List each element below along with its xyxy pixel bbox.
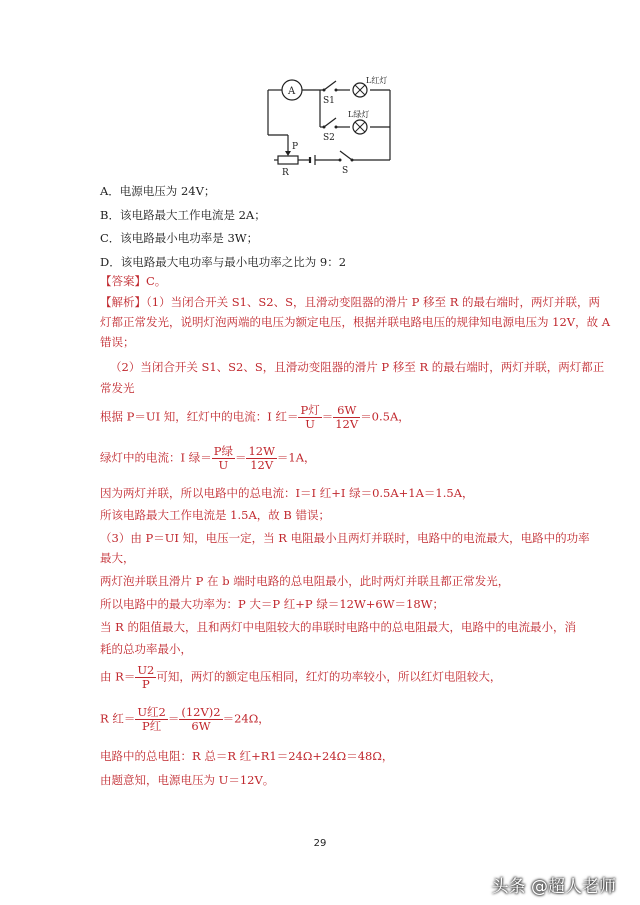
answer: 【答案】C。 bbox=[100, 274, 167, 288]
option-b: B．该电路最大工作电流是 2A； bbox=[100, 208, 266, 222]
analysis-p1-line2: 灯都正常发光，说明灯泡两端的电压为额定电压，根据并联电路电压的规律知电源电压为 12V，故 A bbox=[100, 315, 611, 329]
analysis-p3-line1: （3）由 P＝UI 知，电压一定，当 R 电阻最小且两灯并联时，电路中的电流最大，电路中的功率 bbox=[100, 531, 590, 545]
fraction: $\frac{(12V)2}{6W}$ bbox=[181, 705, 221, 733]
watermark: 头条 @超人老师 bbox=[491, 877, 616, 897]
slider-p-label: P bbox=[292, 142, 299, 152]
red-resistance-formula: R 红＝ $\frac{\text{U红2}}{\text{P红}}$ ＝ $\frac{(12V)2}{6W}$ ＝24Ω， bbox=[100, 705, 270, 733]
page-number: 29 bbox=[313, 838, 327, 849]
fraction: $\frac{\text{P绿}}{U}$ bbox=[213, 444, 233, 472]
switch-s2-label: S2 bbox=[323, 133, 335, 143]
lamp-green-label: L绿灯 bbox=[348, 110, 370, 119]
analysis-p3-line5: 当 R 的阻值最大，且和两灯中电阻较大的串联时电路中的总电阻最大，电路中的电流最小，消 bbox=[100, 620, 576, 634]
analysis-p3-line4: 所以电路中的最大功率为：P 大＝P 红+P 绿＝12W+6W＝18W； bbox=[100, 597, 444, 611]
option-c: C．该电路最小电功率是 3W； bbox=[100, 231, 259, 245]
fraction: $\frac{\text{U红2}}{\text{P红}}$ bbox=[137, 705, 166, 733]
analysis-p2-line2: 常发光 bbox=[100, 381, 135, 395]
lamp-red-label: L红灯 bbox=[366, 76, 388, 85]
ammeter-label: A bbox=[288, 86, 296, 97]
fraction: $\frac{12W}{12V}$ bbox=[248, 444, 275, 472]
fraction: $\frac{U2}{P}$ bbox=[137, 663, 155, 691]
circuit-diagram bbox=[260, 75, 410, 180]
red-current-formula: 根据 P＝UI 知，红灯中的电流：I 红＝ $\frac{\text{P灯}}{U}$ ＝ $\frac{6W}{12V}$ ＝0.5A， bbox=[100, 403, 410, 431]
fraction: $\frac{\text{P灯}}{U}$ bbox=[300, 403, 320, 431]
max-current: 所该电路最大工作电流是 1.5A，故 B 错误； bbox=[100, 508, 331, 522]
switch-s1-label: S1 bbox=[323, 96, 335, 106]
green-current-formula: 绿灯中的电流：I 绿＝ $\frac{\text{P绿}}{U}$ ＝ $\frac{12W}{12V}$ ＝1A， bbox=[100, 444, 316, 472]
option-a: A．电源电压为 24V； bbox=[100, 184, 216, 198]
rheostat-r-label: R bbox=[282, 168, 289, 178]
analysis-p3-line2: 最大， bbox=[100, 551, 135, 565]
analysis-label: 【解析】 bbox=[100, 295, 146, 309]
analysis-p1-line1: 【解析】（1）当闭合开关 S1、S2、S，且滑动变阻器的滑片 P 移至 R 的最右端时，两灯并联，两 bbox=[100, 295, 601, 309]
total-current: 因为两灯并联，所以电路中的总电流：I＝I 红+I 绿＝0.5A+1A＝1.5A， bbox=[100, 486, 474, 500]
analysis-p3-line3: 两灯泡并联且滑片 P 在 b 端时电路的总电阻最小，此时两灯并联且都正常发光， bbox=[100, 574, 510, 588]
source-voltage: 由题意知，电源电压为 U＝12V。 bbox=[100, 773, 275, 787]
analysis-p3-line6: 耗的总功率最小， bbox=[100, 642, 192, 656]
option-d: D．该电路最大电功率与最小电功率之比为 9：2 bbox=[100, 255, 347, 269]
analysis-p1-line3: 错误； bbox=[100, 335, 135, 349]
resistance-formula: 由 R＝ $\frac{U2}{P}$ 可知，两灯的额定电压相同，红灯的功率较小，所以红灯电阻较大， bbox=[100, 663, 502, 691]
switch-s-label: S bbox=[342, 166, 349, 176]
analysis-p2-line1: （2）当闭合开关 S1、S2、S，且滑动变阻器的滑片 P 移至 R 的最右端时，两灯并联，两灯都正 bbox=[110, 360, 605, 374]
total-resistance: 电路中的总电阻：R 总＝R 红+R1＝24Ω+24Ω＝48Ω， bbox=[100, 749, 394, 763]
fraction: $\frac{6W}{12V}$ bbox=[335, 403, 359, 431]
